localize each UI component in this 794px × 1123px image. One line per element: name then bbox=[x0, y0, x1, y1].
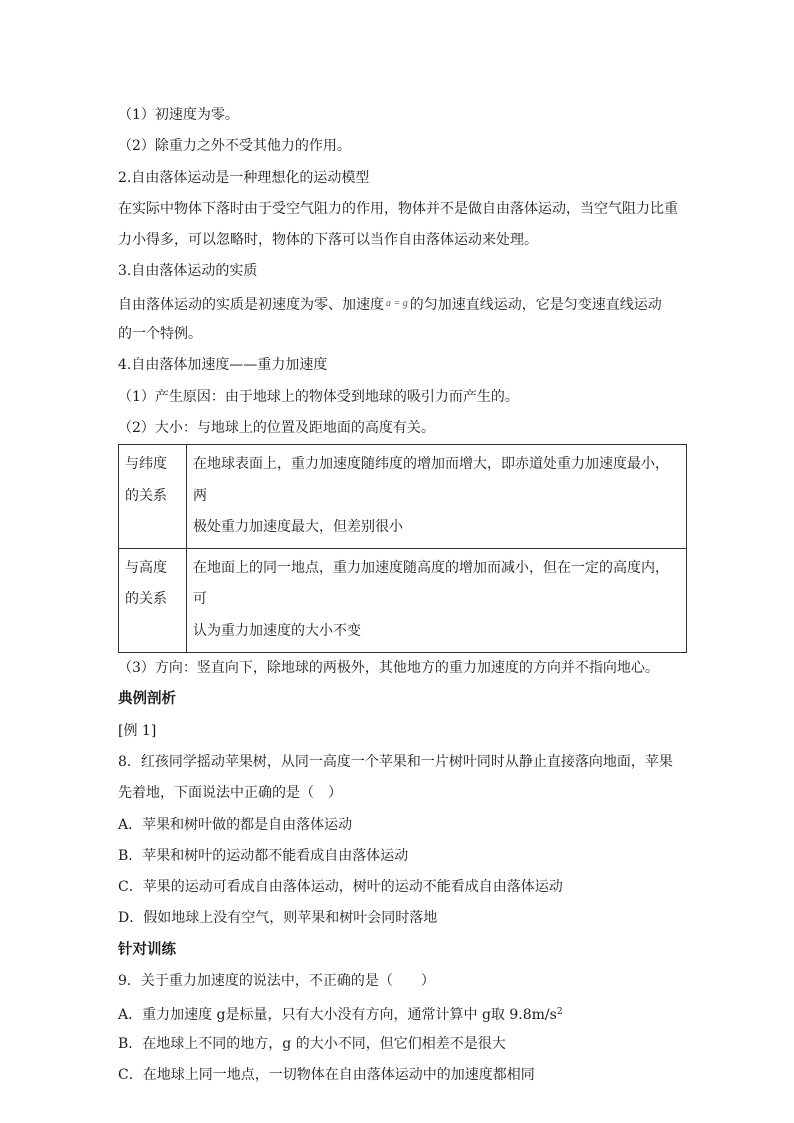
example-heading: 典例剖析 bbox=[118, 691, 176, 708]
condition-2: （2）除重力之外不受其他力的作用。 bbox=[118, 138, 351, 155]
cause-line: （1）产生原因：由于地球上的物体受到地球的吸引力而产生的。 bbox=[118, 388, 519, 405]
section-3-title: 3.自由落体运动的实质 bbox=[118, 263, 258, 280]
practice-heading: 针对训练 bbox=[118, 941, 176, 958]
question-9-stem: 9．关于重力加速度的说法中，不正确的是（ ） bbox=[118, 973, 435, 990]
example-tag: [例 1] bbox=[118, 722, 157, 739]
paragraph-line: 力小得多，可以忽略时，物体的下落可以当作自由落体运动来处理。 bbox=[118, 232, 538, 249]
question-8-stem-2: 先着地，下面说法中正确的是（ ） bbox=[118, 785, 342, 802]
table-row bbox=[119, 549, 687, 653]
essence-text-before: 自由落体运动的实质是初速度为零、加速度 bbox=[118, 296, 384, 313]
table-key-cell: 与纬度 的关系 bbox=[119, 445, 187, 549]
paragraph-line: 在实际中物体下落时由于受空气阻力的作用，物体并不是做自由落体运动，当空气阻力比重 bbox=[118, 200, 678, 217]
essence-line-2: 的一个特例。 bbox=[118, 326, 202, 343]
question-8-stem: 8．红孩同学摇动苹果树，从同一高度一个苹果和一片树叶同时从静止直接落向地面，苹果 bbox=[118, 753, 673, 770]
essence-text-after: 的匀加速直线运动，它是匀变速直线运动 bbox=[409, 296, 662, 313]
document-page bbox=[118, 100, 684, 1091]
question-8-option-d: D．假如地球上没有空气，则苹果和树叶会同时落地 bbox=[118, 910, 438, 927]
section-4-title: 4.自由落体加速度——重力加速度 bbox=[118, 357, 328, 374]
question-8-option-a: A．苹果和树叶做的都是自由落体运动 bbox=[118, 816, 353, 833]
question-8-option-b: B．苹果和树叶的运动都不能看成自由落体运动 bbox=[118, 847, 409, 864]
table-value-cell: 在地球表面上，重力加速度随纬度的增加而增大，即赤道处重力加速度最小，两 极处重力加速度最大，但差别很小 bbox=[187, 445, 687, 549]
acceleration-formula: a = g bbox=[386, 297, 408, 309]
table-value-cell: 在地面上的同一地点，重力加速度随高度的增加而减小，但在一定的高度内，可 认为重力加速度的大小不变 bbox=[187, 549, 687, 653]
superscript-exponent: 2 bbox=[556, 1007, 563, 1018]
section-2-title: 2.自由落体运动是一种理想化的运动模型 bbox=[118, 169, 370, 186]
essence-line bbox=[118, 288, 684, 319]
question-8-option-c: C．苹果的运动可看成自由落体运动，树叶的运动不能看成自由落体运动 bbox=[118, 879, 563, 896]
condition-1: （1）初速度为零。 bbox=[118, 107, 239, 123]
table-row bbox=[119, 445, 687, 549]
question-9-option-b: B．在地球上不同的地方，g 的大小不同，但它们相差不是很大 bbox=[118, 1035, 506, 1052]
gravity-relations-table bbox=[118, 444, 687, 653]
question-9-option-a: A．重力加速度 g是标量，只有大小没有方向，通常计算中 g取 $9.8m/s^2$ bbox=[118, 1007, 563, 1024]
direction-line: （3）方向：竖直向下，除地球的两极外，其他地方的重力加速度的方向并不指向地心。 bbox=[118, 660, 659, 677]
question-9-option-c: C．在地球上同一地点，一切物体在自由落体运动中的加速度都相同 bbox=[118, 1066, 535, 1083]
table-key-cell: 与高度 的关系 bbox=[119, 549, 187, 653]
magnitude-line: （2）大小：与地球上的位置及距地面的高度有关。 bbox=[118, 419, 435, 436]
